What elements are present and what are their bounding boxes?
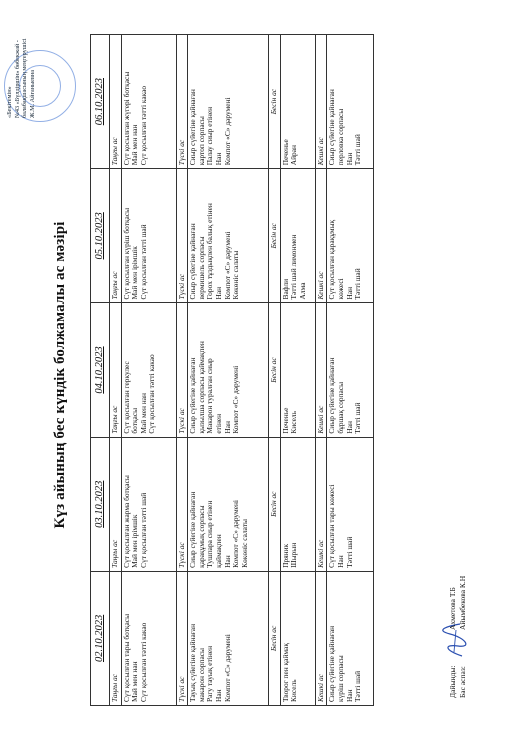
meal-label: Бесін ас [269,169,281,303]
signatures-block [448,576,468,698]
day-date: 02.10.2023 [91,571,110,705]
meal-label: Таңғы ас [110,169,122,303]
meal-items-cell [121,35,176,169]
menu-item: Көкөніс салаты [231,250,241,300]
prepared-name: Ахметова Т.Б [448,587,457,630]
meal-items-cell [327,35,374,169]
day-date: 03.10.2023 [91,437,110,571]
meal-label: Бесін ас [269,35,281,169]
meal-label: Кешкі ас [315,35,327,169]
menu-item: перловка сорпасы [335,108,345,166]
menu-item: күріш сорпасы [335,655,345,702]
menu-item: Творог пен қаймақ [280,643,290,702]
menu-item: Нан [344,421,354,434]
meal-items-cell [121,571,176,705]
meal-items-cell [327,571,374,705]
menu-item: Палау сиыр етінен [205,106,215,166]
menu-item: вермишель сорпасы [196,236,206,300]
menu-item: Компот «С» дәрумені [231,500,241,568]
meal-label: Бесін ас [269,437,281,571]
breakfast-label-row [110,35,122,706]
menu-item: Нан [213,286,223,300]
menu-item: Тушпара сиыр етінен [205,500,215,568]
menu-item: Тәтті шай лимонмен [289,234,299,300]
cook-row [458,576,468,698]
menu-item: Печенье [280,407,290,434]
menu-item: Сүт қосылған тәтті какао [138,85,148,166]
menu-item: Кисель [289,679,299,702]
menu-item: Сүт қосылған геркулес [121,361,131,434]
menu-item: Көкөніс салаты [239,519,249,568]
meal-items-cell [280,303,315,437]
approval-line: Ж.М. Айғаныевна [28,70,36,118]
menu-item: Кисель [289,411,299,434]
menu-item: Сиыр сүйегіне қайнаған [188,89,198,166]
menu-item: Нан [213,152,223,166]
meal-label: Түскі ас [176,303,188,437]
menu-item: Гороx тұздықпен балық етінен [205,203,215,300]
menu-item: Тауық сүйегіне қайнаған [188,623,198,702]
menu-item: Май мен нан [138,393,148,434]
menu-item: Компот «С» дәрумені [222,634,232,702]
menu-item: Сиыр сүйегіне қайнаған [188,223,198,300]
day-date: 05.10.2023 [91,169,110,303]
prepared-row [448,576,458,698]
approval-line: №43 «Бүлдіршін» бөбекжай - [13,40,21,118]
menu-item: Сиыр сүйегіне қайнаған [327,89,337,166]
date-header-row [91,35,110,706]
menu-item: Нан [335,555,345,568]
menu-item: Сүт қосылған тары көжесі [327,484,337,568]
menu-item: картоп сорпасы [196,116,206,166]
meal-items-cell [327,437,374,571]
menu-item: Тәтті шай [353,670,363,702]
approval-line: «Бекітемін» [6,86,13,118]
meal-items-cell [121,437,176,571]
menu-item: Нан [222,555,232,568]
meal-label: Бесін ас [269,571,281,705]
menu-item: Сүт қосылған қарақұмық [327,219,337,300]
meal-items-cell [188,437,269,571]
meal-items-cell [121,169,176,303]
menu-item: Нан [213,689,223,702]
menu-item: Сүт қосылған тәтті шай [138,224,148,300]
menu-item: Шырын [289,542,299,568]
menu-item: Сүт қосылған тары ботқасы [121,613,131,702]
meal-label: Бесін ас [269,303,281,437]
menu-item: Алма [297,282,307,300]
menu-item: Май мен нан [130,661,140,702]
menu-item: Тәтті шай [353,268,363,300]
meal-label: Кешкі ас [315,303,327,437]
menu-item: Сиыр сүйегіне қайнаған [188,357,198,434]
meal-label: Кешкі ас [315,571,327,705]
meal-items-cell [280,169,315,303]
menu-item: Сүт қосылған жүгері ботқасы [121,71,131,166]
menu-item: Сүт қосылған тәтті какао [147,354,157,434]
meal-label: Таңғы ас [110,303,122,437]
lunch-items-row [188,35,269,706]
meal-items-cell [121,303,176,437]
cook-label: Бас аспаз: [458,666,467,698]
meal-items-cell [280,571,315,705]
menu-item: Сүт қосылған тәтті шай [138,492,148,568]
menu-item: Макарон туралған сиыр [205,358,215,434]
snack-label-row [269,35,281,706]
menu-item: Нан [222,421,232,434]
menu-item: көжесі [335,278,345,300]
menu-item: Компот «С» дәрумені [222,231,232,300]
meal-items-cell [188,169,269,303]
meal-label: Кешкі ас [315,169,327,303]
menu-item: Сиыр сүйегіне қайнаған [327,357,337,434]
meal-label: Түскі ас [176,35,188,169]
meal-items-cell [280,437,315,571]
approval-block [6,8,36,118]
menu-item: Сиыр сүйегіне қайнаған [188,491,198,568]
menu-table [90,34,374,706]
menu-item: Вафли [280,278,290,300]
menu-item: Май мен ірімшік [130,514,140,568]
day-date: 06.10.2023 [91,35,110,169]
menu-item: Рагу тауық етінен [205,645,215,702]
menu-item: Тәтті шай [353,402,363,434]
menu-item: қаймақпен [213,534,223,568]
meal-label: Түскі ас [176,437,188,571]
menu-item: бұршақ сорпасы [335,381,345,434]
menu-item: ботқасы [130,407,140,434]
meal-items-cell [327,303,374,437]
menu-item: Нан [344,689,354,702]
menu-item: Сүт қосылған күріш ботқасы [121,207,131,300]
day-date: 04.10.2023 [91,303,110,437]
meal-items-cell [280,35,315,169]
menu-item: Сүт қосылған тәтті какао [138,622,148,702]
menu-item: Компот «С» дәрумені [231,365,241,434]
meal-items-cell [188,303,269,437]
meal-items-cell [188,35,269,169]
menu-item: етінен [213,413,223,434]
menu-item: қызылша сорпасы қаймақпен [196,341,206,434]
dinner-label-row [315,35,327,706]
meal-label: Таңғы ас [110,35,122,169]
meal-label: Түскі ас [176,571,188,705]
menu-item: Тәтті шай [344,536,354,568]
menu-item: Сиыр сүйегіне қайнаған [327,625,337,702]
menu-item: макарон сорпасы [196,647,206,702]
menu-item: Сүт қосылған жарма ботқасы [121,475,131,568]
menu-item: Май мен ірімшік [130,246,140,300]
meal-label: Кешкі ас [315,437,327,571]
menu-item: Май мен нан [130,124,140,166]
cook-name: Айымбекова К.Н [458,575,467,630]
document-title: Күз айының бес күндік болжамалы ас мәзірі [52,221,68,529]
menu-item: Пряник [280,543,290,568]
approval-line: балабақшасының меңгерушісі [21,38,28,118]
menu-item: Тәтті шай [353,134,363,166]
menu-item: Айран [289,145,299,166]
meal-label: Түскі ас [176,169,188,303]
menu-item: Печенье [280,139,290,166]
menu-item: қарақұмық сорпасы [196,505,206,568]
prepared-label: Дайынды: [448,665,457,698]
meal-label: Таңғы ас [110,571,122,705]
menu-item: Нан [344,152,354,166]
meal-label: Таңғы ас [110,437,122,571]
lunch-label-row [176,35,188,706]
snack-items-row [280,35,315,706]
breakfast-items-row [121,35,176,706]
meal-items-cell [188,571,269,705]
menu-item: Нан [344,286,354,300]
menu-item: Компот «С» дәрумені [222,97,232,166]
dinner-items-row [327,35,374,706]
meal-items-cell [327,169,374,303]
